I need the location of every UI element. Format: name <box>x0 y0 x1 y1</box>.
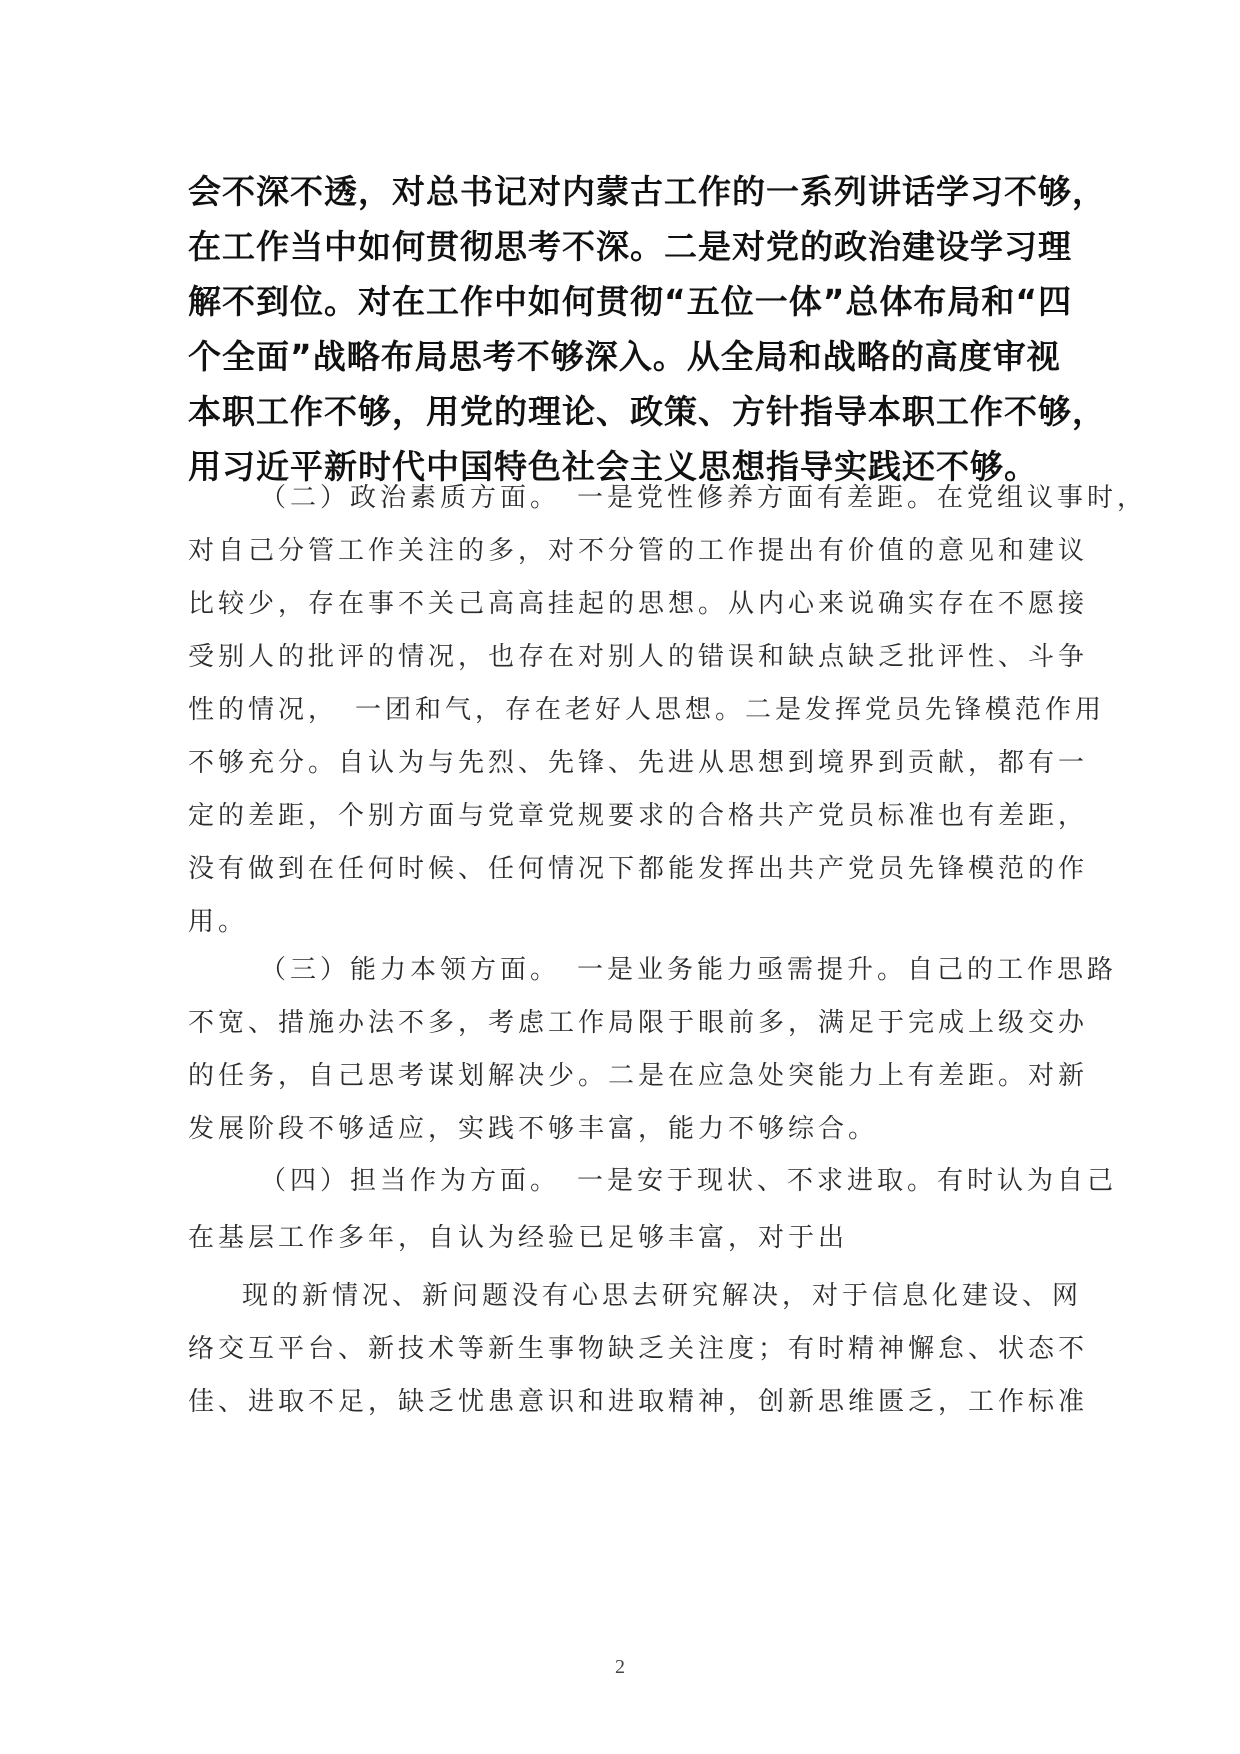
paragraph-line: （三）能力本领方面。 一是业务能力亟需提升。自己的工作思路 <box>260 955 1118 985</box>
paragraph-line: 不宽、措施办法不多，考虑工作局限于眼前多，满足于完成上级交办 <box>188 1008 1089 1038</box>
paragraph-line: 受别人的批评的情况，也存在对别人的错误和缺点缺乏批评性、斗争 <box>188 642 1089 672</box>
paragraph-line: （四）担当作为方面。 一是安于现状、不求进取。有时认为自己 <box>260 1166 1118 1196</box>
section-responsibility <box>188 1155 1118 1268</box>
paragraph-line: （二）政治素质方面。 一是党性修养方面有差距。在党组议事时， <box>260 483 1148 513</box>
paragraph-line: 不够充分。自认为与先烈、先锋、先进从思想到境界到贡献，都有一 <box>188 748 1089 778</box>
bold-line: 本职工作不够，用党的理论、政策、方针指导本职工作不够， <box>188 392 1106 431</box>
bold-line: 会不深不透，对总书记对内蒙古工作的一系列讲话学习不够， <box>188 172 1106 211</box>
bold-line: 解不到位。对在工作中如何贯彻“五位一体”总体布局和“四 <box>188 282 1073 321</box>
paragraph-line: 用。 <box>188 907 249 937</box>
section-ability <box>188 944 1118 1156</box>
paragraph-line: 现的新情况、新问题没有心思去研究解决，对于信息化建设、网 <box>242 1281 1083 1311</box>
paragraph-line: 发展阶段不够适应，实践不够丰富，能力不够综合。 <box>188 1114 879 1144</box>
section-political-quality <box>188 472 1148 949</box>
page-number: 2 <box>615 1656 625 1678</box>
bold-line: 在工作当中如何贯彻思考不深。二是对党的政治建设学习理 <box>188 227 1072 266</box>
continuation-paragraph <box>188 1270 1089 1429</box>
paragraph-line: 在基层工作多年，自认为经验已足够丰富，对于出 <box>188 1223 849 1253</box>
paragraph-line: 对自己分管工作关注的多，对不分管的工作提出有价值的意见和建议 <box>188 536 1089 566</box>
paragraph-line: 的任务，自己思考谋划解决少。二是在应急处突能力上有差距。对新 <box>188 1061 1089 1091</box>
bold-line: 用习近平新时代中国特色社会主义思想指导实践还不够。 <box>188 447 1038 486</box>
paragraph-line: 比较少，存在事不关己高高挂起的思想。从内心来说确实存在不愿接 <box>188 589 1089 619</box>
bold-line: 个全面”战略布局思考不够深入。从全局和战略的高度审视 <box>188 337 1061 376</box>
paragraph-line: 络交互平台、新技术等新生事物缺乏关注度；有时精神懈怠、状态不 <box>188 1334 1089 1364</box>
paragraph-line: 性的情况， 一团和气，存在老好人思想。二是发挥党员先锋模范作用 <box>188 695 1106 725</box>
paragraph-line: 定的差距，个别方面与党章党规要求的合格共产党员标准也有差距， <box>188 801 1089 831</box>
paragraph-line: 没有做到在任何时候、任何情况下都能发挥出共产党员先锋模范的作 <box>188 854 1089 884</box>
bold-paragraph <box>188 164 1106 494</box>
paragraph-line: 佳、进取不足，缺乏忧患意识和进取精神，创新思维匮乏，工作标准 <box>188 1387 1089 1417</box>
